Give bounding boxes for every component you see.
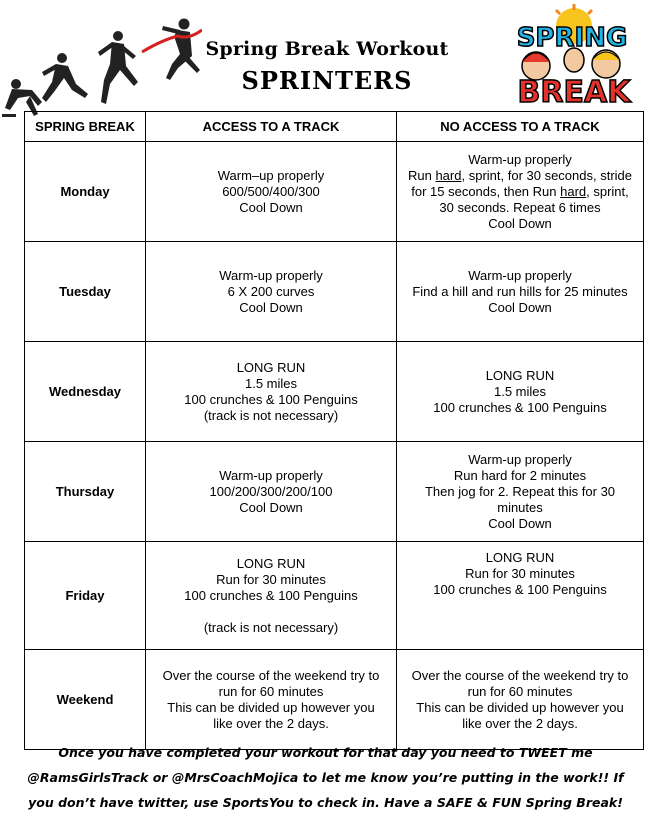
no-track-line: This can be divided up however you like over the 2 days.	[416, 699, 624, 731]
track-line: Warm-up properly	[219, 467, 323, 483]
day-cell: Wednesday	[25, 342, 146, 442]
spring-break-logo	[502, 4, 642, 108]
no-track-line: LONG RUN	[485, 550, 555, 565]
no-track-line: Then jog for 2. Repeat this for 30 minutes	[424, 483, 616, 515]
header	[0, 0, 651, 112]
logo-text-break: BREAK	[517, 75, 631, 108]
footer-note	[0, 740, 651, 815]
track-line: Run for 30 minutes	[216, 571, 326, 587]
day-cell: Monday	[25, 142, 146, 242]
no-track-line: Over the course of the weekend try to run for 60 minutes	[411, 667, 629, 699]
page-subtitle: SPRINTERS	[241, 66, 413, 95]
track-line: Warm-up properly	[219, 267, 323, 283]
track-line: 600/500/400/300	[222, 183, 320, 199]
column-header-track: ACCESS TO A TRACK	[146, 112, 397, 142]
track-line: (track is not necessary)	[203, 407, 339, 423]
table-row	[25, 142, 644, 242]
column-header-day: SPRING BREAK	[25, 112, 146, 142]
no-track-cell	[397, 542, 644, 650]
no-track-line: Find a hill and run hills for 25 minutes	[412, 283, 628, 299]
track-line: This can be divided up however you like over the 2 days.	[167, 699, 375, 731]
table-row	[25, 442, 644, 542]
no-track-line: Warm-up properly	[468, 451, 572, 467]
day-cell: Weekend	[25, 650, 146, 750]
sprinters-illustration	[2, 10, 202, 120]
table-row	[25, 542, 644, 650]
track-cell	[146, 342, 397, 442]
no-track-line: Cool Down	[488, 215, 552, 231]
track-cell	[146, 142, 397, 242]
track-line: LONG RUN	[236, 359, 306, 375]
no-track-line: LONG RUN	[485, 367, 555, 383]
no-track-cell	[397, 442, 644, 542]
track-cell	[146, 442, 397, 542]
track-line: Cool Down	[239, 199, 303, 215]
track-cell	[146, 542, 397, 650]
track-line: 100 crunches & 100 Penguins	[184, 391, 358, 407]
table-row	[25, 342, 644, 442]
no-track-instructions: Run hard, sprint, for 30 seconds, stride for 15 seconds, then Run hard, sprint, 30 seconds. Repeat 6 times	[407, 167, 633, 215]
no-track-cell	[397, 650, 644, 750]
track-line	[152, 604, 390, 620]
table-row	[25, 242, 644, 342]
footer-line: Once you have completed your workout for that day you need to TWEET me	[58, 745, 593, 760]
day-cell: Thursday	[25, 442, 146, 542]
no-track-line: 100 crunches & 100 Penguins	[433, 399, 607, 415]
table-row	[25, 650, 644, 750]
workout-table	[24, 111, 644, 750]
day-cell: Tuesday	[25, 242, 146, 342]
track-cell	[146, 650, 397, 750]
logo-text-spring: SPRING	[516, 23, 628, 53]
no-track-line: Warm-up properly	[468, 151, 572, 167]
no-track-line: Warm-up properly	[468, 267, 572, 283]
track-line: Cool Down	[239, 299, 303, 315]
track-line: (track is not necessary)	[203, 619, 339, 635]
no-track-line: Cool Down	[488, 515, 552, 531]
track-line: 1.5 miles	[244, 375, 298, 391]
no-track-cell	[397, 142, 644, 242]
track-line: 100 crunches & 100 Penguins	[184, 587, 358, 603]
track-line: 100/200/300/200/100	[209, 483, 333, 499]
table-header-row	[25, 112, 644, 142]
track-line: 6 X 200 curves	[227, 283, 315, 299]
no-track-cell	[397, 342, 644, 442]
column-header-no-track: NO ACCESS TO A TRACK	[397, 112, 644, 142]
no-track-line: Cool Down	[488, 299, 552, 315]
track-line: LONG RUN	[236, 555, 306, 571]
track-line: Cool Down	[239, 499, 303, 515]
track-line: Warm–up properly	[217, 167, 325, 183]
footer-line: @RamsGirlsTrack or @MrsCoachMojica to let me know you’re putting in the work!! If	[27, 770, 624, 785]
track-cell	[146, 242, 397, 342]
track-line: Over the course of the weekend try to run for 60 minutes	[162, 667, 380, 699]
no-track-line: Run for 30 minutes	[465, 566, 575, 581]
page-title: Spring Break Workout	[205, 38, 449, 60]
no-track-cell	[397, 242, 644, 342]
no-track-line: 100 crunches & 100 Penguins	[433, 582, 607, 597]
day-cell: Friday	[25, 542, 146, 650]
no-track-line: 1.5 miles	[493, 383, 547, 399]
no-track-line: Run hard for 2 minutes	[453, 467, 587, 483]
footer-line: you don’t have twitter, use SportsYou to check in. Have a SAFE & FUN Spring Break!	[28, 795, 623, 810]
